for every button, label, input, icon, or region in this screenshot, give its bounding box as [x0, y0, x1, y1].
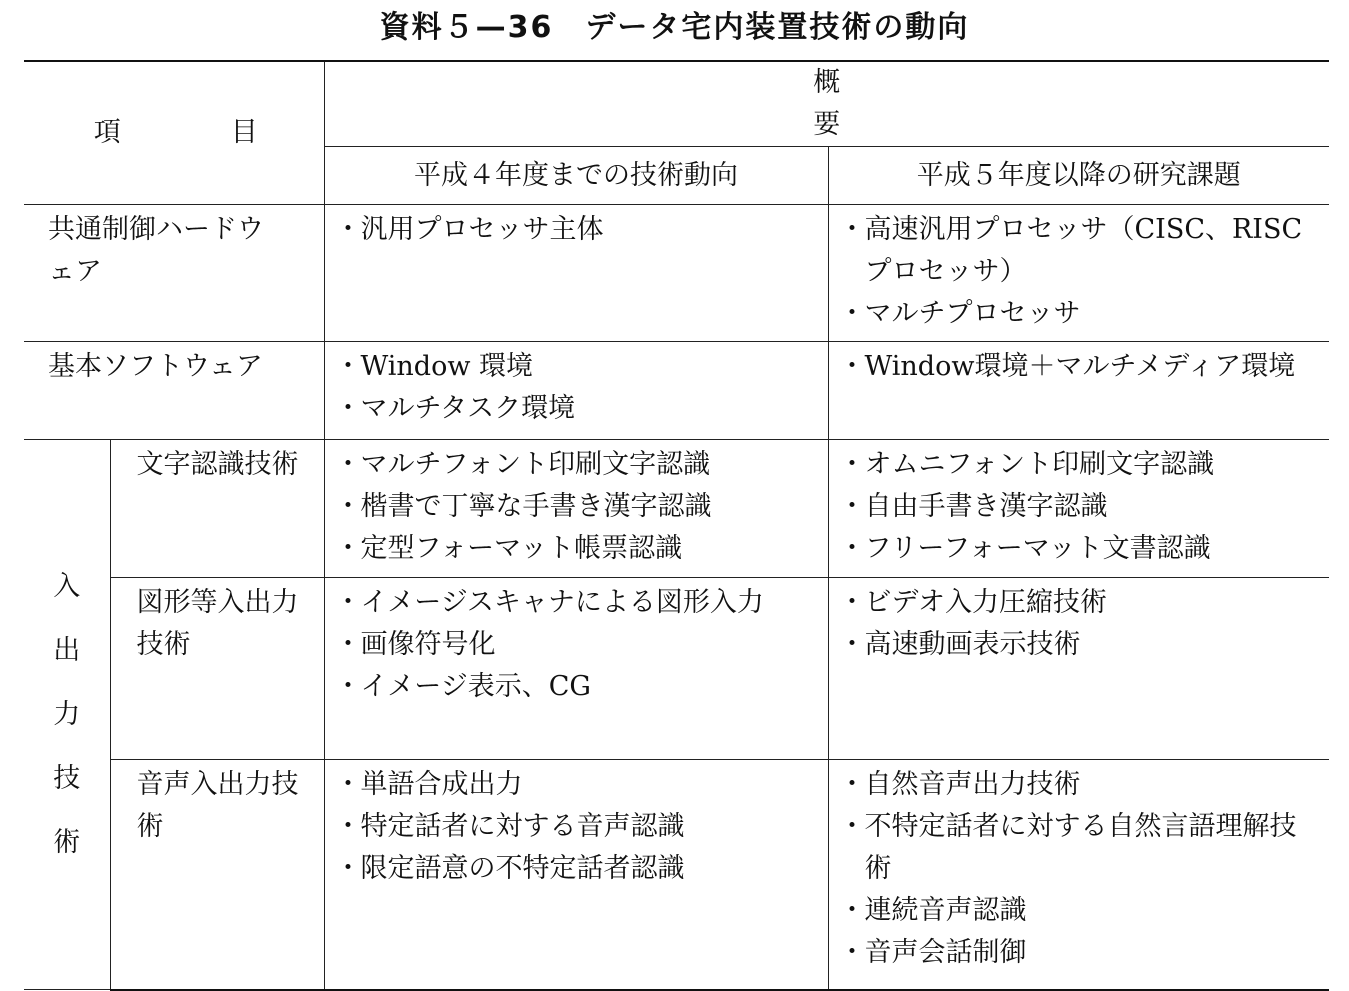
list-item: ・ 汎用プロセッサ主体: [335, 209, 822, 251]
header-future: 平成５年度以降の研究課題: [828, 147, 1329, 205]
tech-trend-table: [24, 60, 1329, 991]
list-item: ・ イメージ表示、CG: [335, 666, 822, 708]
header-overview-char-2: 要: [813, 109, 841, 140]
header-current: 平成４年度までの技術動向: [324, 147, 828, 205]
io-label-char: 術: [53, 826, 81, 858]
list-item: ・ オムニフォント印刷文字認識: [839, 444, 1324, 486]
table-row: [24, 578, 1329, 760]
list-item: ・ 自由手書き漢字認識: [839, 486, 1324, 528]
future-cell: [828, 342, 1329, 440]
list-item: ・ Window環境＋マルチメディア環境: [839, 346, 1324, 388]
list-item: ・ ビデオ入力圧縮技術: [839, 582, 1324, 624]
list-item: ・ 単語合成出力: [335, 764, 822, 806]
table-row: [24, 440, 1329, 578]
list-item: ・ 高速動画表示技術: [839, 624, 1324, 666]
list-item: ・ 音声会話制御: [839, 932, 1324, 974]
list-item: ・ 自然音声出力技術: [839, 764, 1324, 806]
io-group-label: [24, 440, 110, 990]
future-cell: [828, 440, 1329, 578]
list-item: ・ 画像符号化: [335, 624, 822, 666]
future-cell: [828, 205, 1329, 342]
io-label-char: 出: [53, 634, 81, 666]
header-item: [24, 61, 324, 205]
io-label-char: 技: [53, 762, 81, 794]
list-item: ・ 特定話者に対する音声認識: [335, 806, 822, 848]
header-overview: [324, 61, 1329, 147]
future-cell: [828, 578, 1329, 760]
current-cell: [324, 578, 828, 760]
list-item: ・ 限定語意の不特定話者認識: [335, 848, 822, 890]
io-label-char: 入: [53, 570, 81, 602]
list-item: ・ 高速汎用プロセッサ（CISC、RISC プロセッサ）: [839, 209, 1324, 293]
list-item: ・ マルチフォント印刷文字認識: [335, 444, 822, 486]
subcategory-cell: 音声入出力技術: [110, 760, 324, 990]
table-row: [24, 205, 1329, 342]
future-cell: [828, 760, 1329, 990]
page-title: 資料５—36 データ宅内装置技術の動向: [379, 10, 970, 45]
subcategory-cell: 文字認識技術: [110, 440, 324, 578]
list-item: ・ フリーフォーマット文書認識: [839, 528, 1324, 570]
list-item: ・ マルチタスク環境: [335, 388, 822, 430]
header-overview-char-1: 概: [813, 67, 841, 98]
list-item: ・ 不特定話者に対する自然言語理解技術: [839, 806, 1324, 890]
table-row: [24, 760, 1329, 990]
subcategory-cell: 図形等入出力技術: [110, 578, 324, 760]
category-cell: 共通制御ハードウェア: [24, 205, 324, 342]
header-item-char-1: 項: [93, 117, 121, 148]
io-label-char: 力: [53, 698, 81, 730]
list-item: ・ 連続音声認識: [839, 890, 1324, 932]
table-row: [24, 342, 1329, 440]
current-cell: [324, 342, 828, 440]
current-cell: [324, 760, 828, 990]
list-item: ・ 楷書で丁寧な手書き漢字認識: [335, 486, 822, 528]
header-row-1: [24, 61, 1329, 147]
header-item-char-2: 目: [230, 117, 258, 148]
list-item: ・ Window 環境: [335, 346, 822, 388]
current-cell: [324, 440, 828, 578]
list-item: ・ マルチプロセッサ: [839, 293, 1324, 335]
list-item: ・ イメージスキャナによる図形入力: [335, 582, 822, 624]
current-cell: [324, 205, 828, 342]
list-item: ・ 定型フォーマット帳票認識: [335, 528, 822, 570]
category-cell: 基本ソフトウェア: [24, 342, 324, 440]
